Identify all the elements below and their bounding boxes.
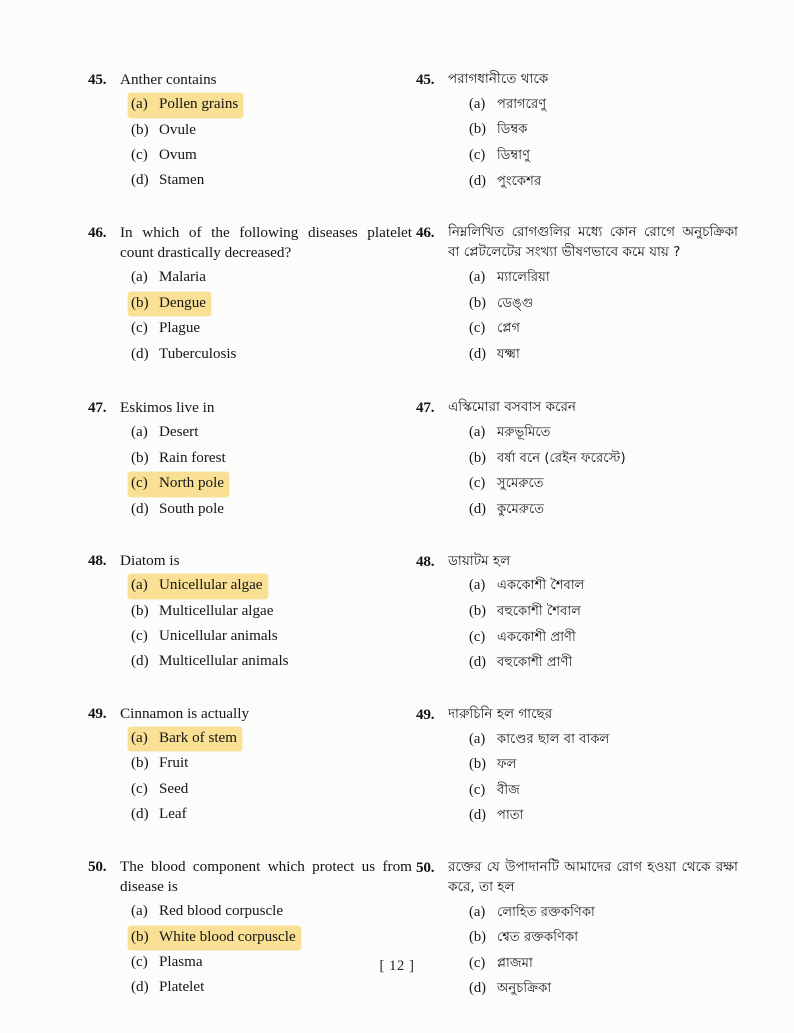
question-block <box>408 398 738 522</box>
option-content[interactable] <box>128 421 203 445</box>
option-list <box>408 728 738 829</box>
option-text: প্লাজমা <box>497 955 533 971</box>
option-text: শ্বেত রক্তকণিকা <box>497 930 579 946</box>
highlighted-answer[interactable] <box>128 727 242 751</box>
option-content[interactable] <box>128 169 209 193</box>
option-row[interactable] <box>82 292 412 316</box>
option-row[interactable] <box>82 472 412 496</box>
option-content[interactable] <box>466 651 577 676</box>
question-number: 48. <box>416 552 435 570</box>
option-text: যক্ষ্মা <box>497 346 520 362</box>
option-row[interactable] <box>82 266 412 290</box>
option-text: Unicellular animals <box>159 628 278 644</box>
question-number: 45. <box>416 71 435 88</box>
option-row[interactable] <box>82 93 412 117</box>
option-content[interactable] <box>128 752 193 776</box>
option-row[interactable] <box>408 651 738 676</box>
option-content[interactable] <box>466 977 556 1002</box>
option-label: (b) <box>131 602 149 619</box>
question-text: Diatom is <box>120 551 180 569</box>
question-text: দারুচিনি হল গাছের <box>448 706 553 722</box>
option-content[interactable] <box>466 498 549 523</box>
option-text: Unicellular algae <box>159 577 263 594</box>
option-label: (c) <box>469 628 486 645</box>
option-text: Desert <box>159 424 199 441</box>
option-label: (d) <box>131 500 149 517</box>
question-heading <box>408 858 738 898</box>
question-text: পরাগধানীতে থাকে <box>448 72 549 87</box>
option-text: Pollen grains <box>159 96 239 113</box>
question-heading <box>408 552 738 572</box>
option-content[interactable] <box>466 317 525 342</box>
option-label: (a) <box>131 424 148 441</box>
option-row[interactable] <box>408 170 738 195</box>
option-label: (b) <box>469 602 487 619</box>
option-label: (b) <box>469 294 487 311</box>
option-label: (a) <box>131 269 148 286</box>
option-text: এককোশী শৈবাল <box>497 578 585 594</box>
option-content[interactable] <box>466 728 614 753</box>
option-text: সুমেরুতে <box>497 476 544 492</box>
option-label: (c) <box>131 954 148 971</box>
option-row[interactable] <box>82 169 412 193</box>
option-text: Dengue <box>159 294 206 311</box>
option-content[interactable] <box>466 600 586 625</box>
question-number: 47. <box>88 399 107 417</box>
option-text: কুমেরুতে <box>497 501 545 517</box>
question-block <box>408 552 738 676</box>
option-row[interactable] <box>82 447 412 471</box>
option-label: (d) <box>469 500 487 517</box>
option-row[interactable] <box>82 900 412 924</box>
option-text: ফল <box>497 757 517 773</box>
question-text: Anther contains <box>120 71 217 88</box>
option-row[interactable] <box>82 976 412 1000</box>
option-row[interactable] <box>82 119 412 143</box>
question-text: The blood component which protect us from disease is <box>120 857 412 895</box>
question-heading <box>408 223 738 263</box>
question-heading <box>408 70 738 90</box>
option-label: (c) <box>131 320 148 337</box>
option-content[interactable] <box>466 118 532 143</box>
option-text: ডিম্বাণু <box>497 148 531 164</box>
question-block <box>82 551 412 675</box>
option-content[interactable] <box>128 498 229 522</box>
option-text: পাতা <box>497 808 524 824</box>
option-list <box>82 421 412 522</box>
option-content[interactable] <box>466 421 556 446</box>
option-text: বহুকোশী শৈবাল <box>497 603 582 619</box>
question-text: In which of the following diseases platelet count drastically decreased? <box>120 223 412 262</box>
option-label: (d) <box>131 172 149 189</box>
option-text: কাণ্ডের ছাল বা বাকল <box>497 731 610 747</box>
question-number: 49. <box>88 704 107 722</box>
bengali-question-column <box>408 70 738 1033</box>
option-label: (d) <box>469 807 487 824</box>
option-content[interactable] <box>466 343 525 368</box>
option-content[interactable] <box>128 650 294 674</box>
option-row[interactable] <box>82 574 412 598</box>
question-number: 48. <box>88 551 107 569</box>
option-text: Ovum <box>159 147 197 164</box>
option-label: (b) <box>131 294 149 311</box>
option-text: বীজ <box>497 782 520 798</box>
option-content[interactable] <box>128 778 193 802</box>
option-text: Rain forest <box>159 449 226 466</box>
option-content[interactable] <box>466 292 538 317</box>
option-label: (b) <box>469 929 487 946</box>
option-content[interactable] <box>128 317 205 341</box>
option-content[interactable] <box>466 901 600 926</box>
english-question-column <box>82 70 412 1032</box>
option-content[interactable] <box>128 266 211 290</box>
option-row[interactable] <box>82 803 412 827</box>
option-content[interactable] <box>466 926 583 951</box>
option-label: (a) <box>131 730 148 747</box>
option-list <box>408 93 738 194</box>
option-text: Seed <box>159 780 189 797</box>
option-row[interactable] <box>408 292 738 317</box>
option-content[interactable] <box>466 472 549 497</box>
option-list <box>82 93 412 194</box>
question-heading <box>82 704 412 724</box>
option-list <box>82 574 412 675</box>
option-row[interactable] <box>82 625 412 649</box>
option-label: (b) <box>469 121 487 138</box>
option-text: Red blood corpuscle <box>159 903 284 920</box>
option-row[interactable] <box>408 144 738 169</box>
option-row[interactable] <box>408 447 738 472</box>
option-label: (a) <box>469 424 486 441</box>
option-row[interactable] <box>82 317 412 341</box>
option-text: ডেঙ্গু <box>497 295 534 311</box>
option-list <box>408 421 738 522</box>
option-text: North pole <box>159 475 224 492</box>
option-label: (a) <box>469 730 486 747</box>
option-content[interactable] <box>128 119 201 143</box>
option-label: (c) <box>469 954 486 971</box>
option-label: (d) <box>469 980 487 997</box>
option-content[interactable] <box>466 779 525 804</box>
question-number: 49. <box>416 705 435 723</box>
question-block <box>82 857 412 1001</box>
option-label: (a) <box>131 577 148 594</box>
option-row[interactable] <box>408 753 738 778</box>
option-list <box>408 574 738 675</box>
option-label: (c) <box>131 628 148 644</box>
option-list <box>82 727 412 828</box>
question-text: ডায়াটম হল <box>448 553 511 569</box>
question-block <box>408 858 738 1002</box>
option-label: (d) <box>131 345 149 362</box>
question-columns <box>0 70 794 1033</box>
option-label: (a) <box>469 95 486 112</box>
option-row[interactable] <box>82 778 412 802</box>
option-content[interactable] <box>466 266 555 291</box>
option-text: Multicellular animals <box>159 653 289 670</box>
option-label: (b) <box>469 449 487 466</box>
question-number: 46. <box>416 224 435 242</box>
option-text: Multicellular algae <box>159 602 274 619</box>
option-row[interactable] <box>82 727 412 751</box>
option-label: (c) <box>131 475 148 492</box>
option-content[interactable] <box>466 447 631 472</box>
question-number: 47. <box>416 399 435 417</box>
option-row[interactable] <box>82 421 412 445</box>
option-text: Malaria <box>159 269 206 286</box>
question-block <box>408 223 738 367</box>
option-content[interactable] <box>466 626 581 651</box>
question-block <box>82 704 412 828</box>
option-label: (d) <box>469 345 487 362</box>
option-row[interactable] <box>408 472 738 497</box>
option-row[interactable] <box>408 977 738 1002</box>
option-list <box>82 900 412 1001</box>
option-row[interactable] <box>408 728 738 753</box>
option-content[interactable] <box>466 753 521 778</box>
question-block <box>408 705 738 829</box>
option-row[interactable] <box>408 93 738 118</box>
option-text: প্লেগ <box>497 321 520 337</box>
highlighted-answer[interactable] <box>128 472 229 496</box>
option-text: অনুচক্রিকা <box>497 981 552 997</box>
question-heading <box>82 857 412 897</box>
option-label: (c) <box>469 147 486 164</box>
option-text: Tuberculosis <box>159 345 237 362</box>
option-text: South pole <box>159 500 224 517</box>
option-row[interactable] <box>408 779 738 804</box>
option-row[interactable] <box>82 752 412 776</box>
question-text: এস্কিমোরা বসবাস করেন <box>448 400 577 416</box>
option-label: (b) <box>131 755 149 772</box>
question-block <box>82 398 412 522</box>
option-text: বর্ষা বনে (রেইন ফরেস্টে) <box>497 450 626 466</box>
option-content[interactable] <box>128 976 209 1000</box>
option-text: পুংকেশর <box>497 173 542 189</box>
question-heading <box>408 398 738 418</box>
question-block <box>82 223 412 367</box>
option-label: (d) <box>469 172 487 189</box>
option-text: Bark of stem <box>159 730 237 747</box>
option-text: পরাগরেণু <box>497 96 547 112</box>
option-label: (a) <box>469 268 486 285</box>
option-text: Plasma <box>159 954 203 971</box>
question-block <box>408 70 738 194</box>
option-label: (c) <box>131 780 148 797</box>
option-content[interactable] <box>466 144 535 169</box>
option-label: (c) <box>469 781 486 798</box>
option-content[interactable] <box>466 574 590 599</box>
option-label: (d) <box>131 653 149 670</box>
option-text: এককোশী প্রাণী <box>497 629 576 645</box>
option-label: (c) <box>469 320 486 337</box>
option-label: (b) <box>131 928 149 945</box>
option-label: (a) <box>131 96 148 113</box>
option-text: লোহিত রক্তকণিকা <box>497 904 595 920</box>
question-heading <box>408 705 738 725</box>
option-text: বহুকোশী প্রাণী <box>497 655 573 671</box>
option-content[interactable] <box>466 93 551 118</box>
question-heading <box>82 551 412 571</box>
option-row[interactable] <box>408 118 738 143</box>
option-content[interactable] <box>128 803 192 827</box>
question-text: নিম্নলিখিত রোগগুলির মধ্যে কোন রোগে অনুচক্রিকা বা প্লেটলেটের সংখ্যা ভীষণভাবে কমে যায় ? <box>448 225 738 261</box>
highlighted-answer[interactable] <box>128 926 301 950</box>
highlighted-answer[interactable] <box>128 93 243 117</box>
option-row[interactable] <box>408 343 738 368</box>
question-number: 45. <box>88 71 107 88</box>
question-number: 46. <box>88 223 107 241</box>
option-label: (a) <box>131 903 148 920</box>
question-text: রক্তের যে উপাদানটি আমাদের রোগ হওয়া থেকে রক্ষা করে, তা হল <box>448 859 738 895</box>
option-row[interactable] <box>408 804 738 829</box>
option-list <box>82 266 412 367</box>
option-row[interactable] <box>82 498 412 522</box>
option-text: Leaf <box>159 806 187 823</box>
question-text: Cinnamon is actually <box>120 704 250 722</box>
highlighted-answer[interactable] <box>128 574 268 598</box>
option-label: (b) <box>131 449 149 466</box>
option-label: (c) <box>131 147 148 164</box>
option-label: (d) <box>131 979 149 996</box>
question-number: 50. <box>88 857 107 875</box>
option-row[interactable] <box>82 650 412 674</box>
option-list <box>408 266 738 367</box>
option-text: White blood corpuscle <box>159 928 296 945</box>
option-row[interactable] <box>408 266 738 291</box>
option-content[interactable] <box>466 804 529 829</box>
question-heading <box>82 223 412 263</box>
option-row[interactable] <box>408 421 738 446</box>
option-row[interactable] <box>408 926 738 951</box>
option-content[interactable] <box>128 144 202 168</box>
option-row[interactable] <box>408 574 738 599</box>
option-row[interactable] <box>408 626 738 651</box>
question-block <box>82 70 412 194</box>
option-content[interactable] <box>128 625 283 649</box>
option-label: (b) <box>131 121 149 138</box>
option-label: (b) <box>469 756 487 773</box>
option-content[interactable] <box>466 170 546 195</box>
option-row[interactable] <box>82 926 412 950</box>
option-row[interactable] <box>408 600 738 625</box>
option-row[interactable] <box>82 600 412 624</box>
option-text: Fruit <box>159 755 189 772</box>
option-label: (a) <box>469 903 486 920</box>
option-content[interactable] <box>128 447 231 471</box>
option-label: (d) <box>469 654 487 671</box>
option-label: (d) <box>131 806 149 823</box>
option-label: (a) <box>469 577 486 594</box>
option-text: মরুভূমিতে <box>497 425 551 441</box>
question-heading <box>82 70 412 90</box>
question-number: 50. <box>416 858 435 876</box>
option-row[interactable] <box>82 343 412 367</box>
option-list <box>408 901 738 1002</box>
option-text: Platelet <box>159 979 205 996</box>
question-heading <box>82 398 412 418</box>
option-text: Plague <box>159 320 201 337</box>
question-text: Eskimos live in <box>120 399 215 417</box>
option-text: Stamen <box>159 172 205 189</box>
page-number-footer: [ 12 ] <box>379 958 415 974</box>
option-row[interactable] <box>408 901 738 926</box>
option-label: (c) <box>469 475 486 492</box>
option-row[interactable] <box>408 317 738 342</box>
option-row[interactable] <box>408 498 738 523</box>
option-content[interactable] <box>128 600 278 624</box>
option-text: ডিম্বক <box>497 122 528 138</box>
option-content[interactable] <box>128 343 241 367</box>
option-text: Ovule <box>159 121 196 138</box>
option-text: ম্যালেরিয়া <box>497 269 550 285</box>
highlighted-answer[interactable] <box>128 292 211 316</box>
option-row[interactable] <box>82 144 412 168</box>
option-content[interactable] <box>128 900 288 924</box>
